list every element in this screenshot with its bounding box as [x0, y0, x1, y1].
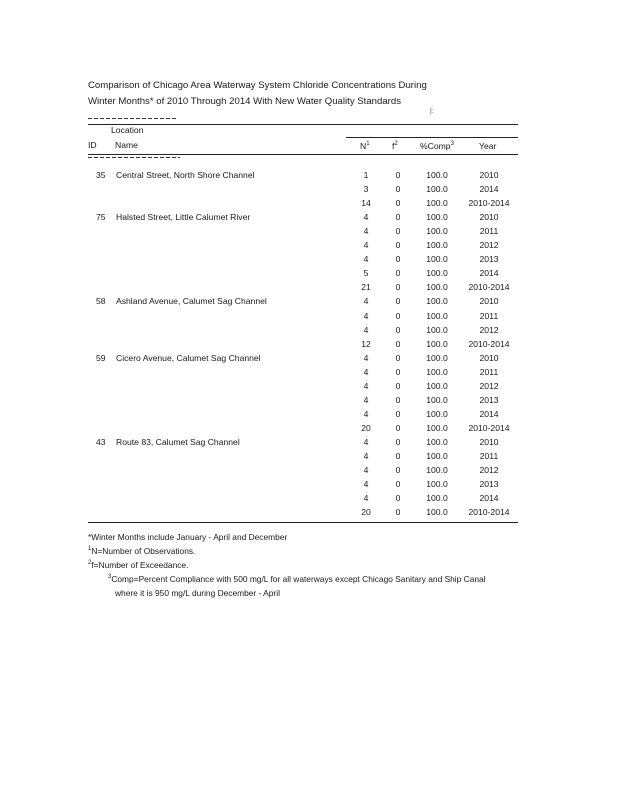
location-name: Halsted Street, Little Calumet River — [116, 212, 251, 223]
cell-n: 3 — [363, 184, 369, 195]
cell-n: 4 — [363, 366, 369, 377]
header-bottom-rule — [88, 154, 518, 155]
cell-f: 0 — [395, 240, 401, 251]
cell-n: 1 — [363, 170, 369, 180]
cell-comp: 100.0 — [426, 352, 448, 363]
location-name: Ashland Avenue, Calumet Sag Channel — [116, 296, 267, 307]
cell-f: 0 — [395, 254, 401, 265]
cell-year: 2014 — [479, 184, 499, 195]
location-id: 59 — [96, 352, 106, 363]
cell-comp: 100.0 — [426, 324, 448, 335]
cell-year: 2013 — [479, 254, 499, 265]
cell-comp: 100.0 — [426, 436, 448, 447]
cell-n: 4 — [363, 226, 369, 237]
header-year: Year — [479, 141, 497, 151]
table-bottom-rule — [88, 522, 518, 523]
header-mid-rule — [346, 137, 518, 138]
cell-year: 2013 — [479, 394, 499, 405]
cell-year: 2011 — [479, 451, 499, 461]
cell-f: 0 — [395, 493, 401, 504]
cell-year: 2010 — [479, 352, 499, 363]
cell-year: 2012 — [479, 380, 499, 391]
cell-comp: 100.0 — [426, 394, 448, 405]
cell-n: 4 — [363, 479, 369, 490]
header-dashed-rule — [88, 157, 180, 158]
cell-year: 2014 — [479, 493, 499, 504]
cell-f: 0 — [395, 352, 401, 363]
cell-year: 2011 — [479, 366, 499, 377]
cell-f: 0 — [395, 296, 401, 307]
cell-year: 2011 — [479, 226, 499, 237]
title-underline — [88, 118, 176, 119]
cell-year: 2010 — [479, 212, 499, 223]
cell-year: 2014 — [479, 268, 499, 279]
header-location: Location — [111, 125, 144, 135]
cell-n: 21 — [361, 282, 371, 293]
cell-year: 2014 — [479, 408, 499, 419]
cell-comp: 100.0 — [426, 170, 448, 180]
cell-n: 12 — [361, 338, 371, 349]
cell-year: 2010-2014 — [468, 338, 510, 349]
header-id: ID — [88, 140, 97, 150]
cell-comp: 100.0 — [426, 451, 448, 461]
location-id: 43 — [96, 436, 106, 447]
cell-f: 0 — [395, 310, 401, 321]
cell-year: 2010-2014 — [468, 198, 510, 209]
cell-n: 4 — [363, 324, 369, 335]
cell-comp: 100.0 — [426, 366, 448, 377]
cell-f: 0 — [395, 436, 401, 447]
cell-n: 5 — [363, 268, 369, 279]
cell-f: 0 — [395, 338, 401, 349]
cell-f: 0 — [395, 394, 401, 405]
cell-year: 2010 — [479, 436, 499, 447]
cell-f: 0 — [395, 408, 401, 419]
cell-year: 2010-2014 — [468, 507, 510, 518]
cell-year: 2010 — [479, 296, 499, 307]
cell-n: 14 — [361, 198, 371, 209]
cell-n: 20 — [361, 422, 371, 433]
cell-f: 0 — [395, 198, 401, 209]
header-f: $f^2$ — [392, 141, 398, 151]
cell-f: 0 — [395, 465, 401, 476]
header-name: Name — [115, 140, 138, 150]
document-title-line-1: Comparison of Chicago Area Waterway System Chloride Concentrations During — [88, 80, 427, 91]
cell-comp: 100.0 — [426, 268, 448, 279]
cell-n: 4 — [363, 380, 369, 391]
location-name: Route 83, Calumet Sag Channel — [116, 436, 240, 447]
footnote-n: $^1$N=Number of Observations. — [88, 546, 196, 556]
cell-comp: 100.0 — [426, 184, 448, 195]
cell-comp: 100.0 — [426, 254, 448, 265]
location-name: Central Street, North Shore Channel — [116, 170, 255, 180]
cell-f: 0 — [395, 479, 401, 490]
cell-n: 4 — [363, 296, 369, 307]
cell-n: 4 — [363, 465, 369, 476]
table-top-rule — [88, 124, 518, 125]
cell-year: 2011 — [479, 310, 499, 321]
cell-comp: 100.0 — [426, 296, 448, 307]
cell-f: 0 — [395, 366, 401, 377]
cell-comp: 100.0 — [426, 493, 448, 504]
stray-mark: |: — [430, 108, 434, 115]
cell-n: 4 — [363, 436, 369, 447]
cell-comp: 100.0 — [426, 310, 448, 321]
cell-comp: 100.0 — [426, 240, 448, 251]
location-id: 58 — [96, 296, 106, 307]
cell-comp: 100.0 — [426, 422, 448, 433]
cell-f: 0 — [395, 212, 401, 223]
footnote-comp-line-2: where it is 950 mg/L during December - April — [115, 588, 280, 598]
header-n: $N^1$ — [360, 141, 370, 151]
cell-f: 0 — [395, 422, 401, 433]
cell-comp: 100.0 — [426, 212, 448, 223]
document-title-line-2: Winter Months* of 2010 Through 2014 With New Water Quality Standards — [88, 96, 402, 107]
cell-comp: 100.0 — [426, 282, 448, 293]
cell-f: 0 — [395, 507, 401, 518]
cell-n: 4 — [363, 310, 369, 321]
cell-comp: 100.0 — [426, 338, 448, 349]
cell-n: 4 — [363, 352, 369, 363]
footnote-comp-line-1: $^3$Comp=Percent Compliance with 500 mg/L for all waterways except Chicago Sanitary and Ship Canal — [108, 574, 486, 584]
cell-comp: 100.0 — [426, 507, 448, 518]
cell-comp: 100.0 — [426, 380, 448, 391]
cell-n: 4 — [363, 493, 369, 504]
cell-year: 2012 — [479, 324, 499, 335]
cell-comp: 100.0 — [426, 465, 448, 476]
cell-f: 0 — [395, 170, 401, 180]
cell-n: 4 — [363, 394, 369, 405]
header-comp: %Comp$^3$ — [420, 141, 454, 151]
cell-n: 20 — [361, 507, 371, 518]
footnote-f: $^2$f=Number of Exceedance. — [88, 560, 189, 570]
cell-n: 4 — [363, 254, 369, 265]
cell-f: 0 — [395, 324, 401, 335]
cell-year: 2012 — [479, 465, 499, 476]
cell-n: 4 — [363, 212, 369, 223]
cell-f: 0 — [395, 380, 401, 391]
cell-f: 0 — [395, 451, 401, 461]
location-id: 35 — [96, 170, 106, 180]
location-name: Cicero Avenue, Calumet Sag Channel — [116, 352, 261, 363]
cell-year: 2013 — [479, 479, 499, 490]
cell-comp: 100.0 — [426, 198, 448, 209]
cell-n: 4 — [363, 240, 369, 251]
location-id: 75 — [96, 212, 106, 223]
cell-n: 4 — [363, 451, 369, 461]
cell-year: 2012 — [479, 240, 499, 251]
cell-f: 0 — [395, 184, 401, 195]
cell-f: 0 — [395, 282, 401, 293]
cell-comp: 100.0 — [426, 479, 448, 490]
cell-comp: 100.0 — [426, 408, 448, 419]
cell-n: 4 — [363, 408, 369, 419]
cell-f: 0 — [395, 268, 401, 279]
cell-comp: 100.0 — [426, 226, 448, 237]
cell-year: 2010-2014 — [468, 282, 510, 293]
cell-f: 0 — [395, 226, 401, 237]
cell-year: 2010 — [479, 170, 499, 180]
cell-year: 2010-2014 — [468, 422, 510, 433]
footnote-winter: *Winter Months include January - April and December — [88, 532, 288, 542]
